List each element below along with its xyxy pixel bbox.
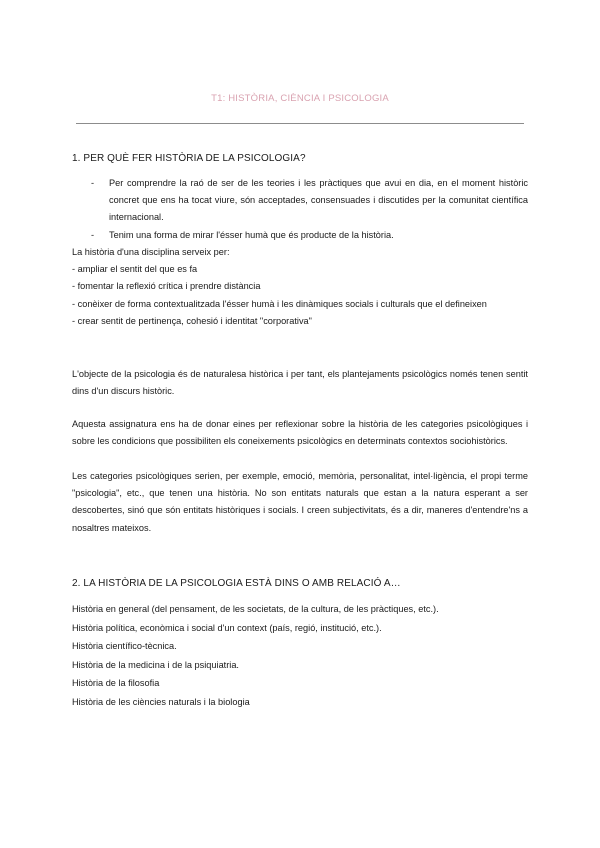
- purpose-item: - conèixer de forma contextualitzada l'ésser humà i les dinàmiques socials i culturals que el defineixen: [72, 298, 487, 309]
- bullet-item: [72, 227, 528, 244]
- purposes-intro: La història d'una disciplina serveix per:: [72, 247, 230, 257]
- paragraph-subject: Aquesta assignatura ens ha de donar eines per reflexionar sobre la història de les categories psicològiques i sobre les condicions que possibiliten els coneixements psicològics en determinats contextos sociohistòrics.: [72, 419, 528, 447]
- relation-item: Història de les ciències naturals i la biologia: [72, 696, 250, 707]
- section-2-heading: 2. LA HISTÒRIA DE LA PSICOLOGIA ESTÀ DINS O AMB RELACIÓ A…: [72, 578, 401, 589]
- bullet-marker: -: [91, 229, 95, 240]
- bullet-text: Per comprendre la raó de ser de les teories i les pràctiques que avui en dia, en el moment històric concret que ens ha tocat viure, són acceptades, consensuades i discutides per la comunitat científica internacional.: [109, 178, 528, 223]
- title-divider: [76, 123, 524, 124]
- relation-item: Història de la filosofia: [72, 678, 160, 689]
- bullet-marker: -: [91, 178, 95, 188]
- relation-item: Història política, econòmica i social d'un context (país, regió, institució, etc.).: [72, 622, 382, 633]
- section-1-heading: 1. PER QUÈ FER HISTÒRIA DE LA PSICOLOGIA?: [72, 153, 306, 164]
- relation-item: Història de la medicina i de la psiquiatria.: [72, 659, 239, 670]
- document-title: T1: HISTÒRIA, CIÈNCIA I PSICOLOGIA: [211, 93, 389, 104]
- section-1-bullet-list: [72, 175, 528, 244]
- relation-item: Història en general (del pensament, de les societats, de la cultura, de les pràctiques, etc.).: [72, 604, 439, 614]
- paragraph-object: L'objecte de la psicologia és de naturalesa històrica i per tant, els plantejaments psicològics només tenen sentit dins d'un discurs històric.: [72, 369, 528, 397]
- bullet-text: Tenim una forma de mirar l'ésser humà que és producte de la història.: [109, 229, 394, 240]
- section-2-list: [72, 600, 528, 712]
- bullet-item: [72, 175, 528, 227]
- relation-item: Història científico-tècnica.: [72, 641, 177, 652]
- paragraph-categories: Les categories psicològiques serien, per exemple, emoció, memòria, personalitat, intel·ligència, el propi terme "psicologia", etc., que tenen una història. No son entitats naturals que estan a la natura esperant a ser descobertes, sinó que són entitats històriques i socials. I creen subjectivitats, és a dir, maneres d'entendre'ns a nosaltres mateixos.: [72, 471, 528, 533]
- purpose-item: - ampliar el sentit del que es fa: [72, 264, 198, 275]
- purposes-block: [72, 244, 528, 330]
- purpose-item: - fomentar la reflexió crítica i prendre distància: [72, 281, 261, 292]
- purpose-item: - crear sentit de pertinença, cohesió i identitat "corporativa": [72, 315, 312, 326]
